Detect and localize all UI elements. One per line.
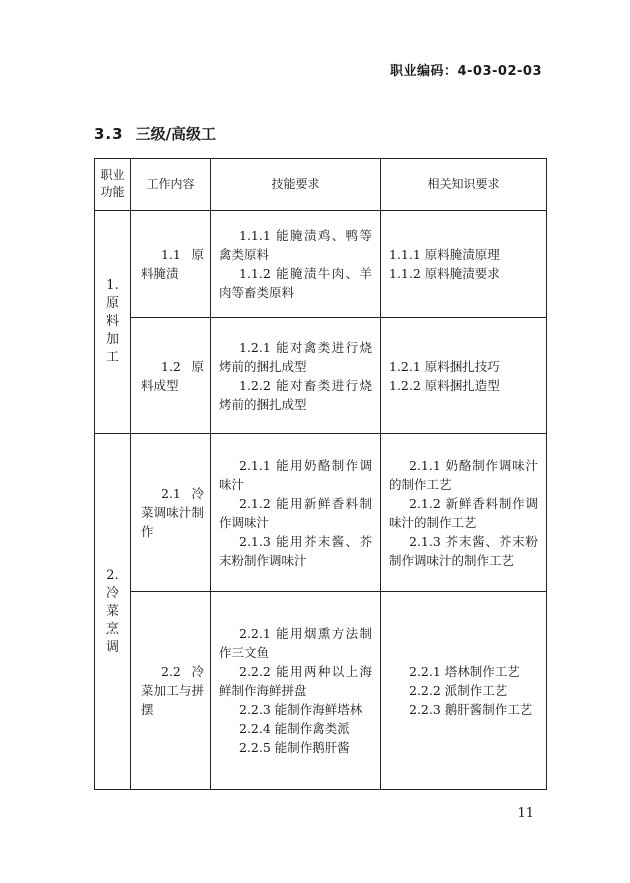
skill-cell	[211, 318, 381, 434]
knowledge-item: 1.1.2 原料腌渍要求	[389, 266, 500, 281]
skill-item: 1.2.2 能对畜类进行烧烤前的捆扎成型	[219, 377, 372, 412]
work-cell: 2.2 冷菜加工与拼摆	[131, 592, 211, 790]
skill-cell	[211, 434, 381, 592]
knowledge-item: 1.2.1 原料捆扎技巧	[389, 358, 500, 374]
knowledge-item: 2.1.1 奶酪制作调味汁的制作工艺	[389, 457, 538, 492]
header-work: 工作内容	[131, 159, 211, 211]
skill-item: 2.1.2 能用新鲜香料制作调味汁	[219, 495, 372, 530]
skill-cell	[211, 211, 381, 318]
knowledge-cell	[381, 434, 547, 592]
section-title: 三级/高级工	[135, 125, 217, 143]
skill-item: 2.2.3 能制作海鲜塔林	[239, 702, 363, 717]
knowledge-item: 1.2.2 原料捆扎造型	[389, 377, 500, 393]
knowledge-item: 2.2.1 塔林制作工艺	[409, 664, 520, 679]
function-cell: 1.原料加工	[95, 211, 131, 434]
skill-item: 1.2.1 能对禽类进行烧烤前的捆扎成型	[219, 339, 372, 374]
knowledge-cell	[381, 211, 547, 318]
table-row	[95, 211, 547, 318]
work-cell: 1.1 原料腌渍	[131, 211, 211, 318]
skill-item: 2.2.1 能用烟熏方法制作三文鱼	[219, 626, 372, 660]
skill-item: 2.1.3 能用芥末酱、芥末粉制作调味汁	[219, 533, 372, 568]
header-function: 职业功能	[95, 159, 131, 211]
table-row	[95, 434, 547, 592]
table-header-row	[95, 159, 547, 211]
work-cell: 2.1 冷菜调味汁制作	[131, 434, 211, 592]
skill-item: 2.1.1 能用奶酪制作调味汁	[219, 457, 372, 492]
section-heading	[94, 123, 216, 144]
skill-item: 2.2.4 能制作禽类派	[239, 721, 350, 736]
knowledge-cell	[381, 318, 547, 434]
table-row	[95, 318, 547, 434]
header-skill: 技能要求	[211, 159, 381, 211]
skills-table	[94, 158, 547, 790]
skill-item: 1.1.1 能腌渍鸡、鸭等禽类原料	[219, 228, 372, 262]
function-cell: 2.冷菜烹调	[95, 434, 131, 790]
header-knowledge: 相关知识要求	[381, 159, 547, 211]
knowledge-item: 2.1.2 新鲜香料制作调味汁的制作工艺	[389, 495, 538, 530]
occupation-code: 职业编码：4-03-02-03	[389, 64, 542, 79]
page-number: 11	[517, 806, 534, 821]
section-number: 3.3	[94, 125, 124, 143]
skill-cell	[211, 592, 381, 790]
knowledge-cell	[381, 592, 547, 790]
skill-item: 1.1.2 能腌渍牛肉、羊肉等畜类原料	[219, 266, 372, 300]
skill-item: 2.2.2 能用两种以上海鲜制作海鲜拼盘	[219, 664, 372, 698]
knowledge-item: 2.2.3 鹅肝酱制作工艺	[409, 702, 533, 717]
knowledge-item: 1.1.1 原料腌渍原理	[389, 247, 500, 262]
work-cell: 1.2 原料成型	[131, 318, 211, 434]
knowledge-item: 2.2.2 派制作工艺	[409, 683, 508, 698]
knowledge-item: 2.1.3 芥末酱、芥末粉制作调味汁的制作工艺	[389, 533, 538, 568]
skill-item: 2.2.5 能制作鹅肝酱	[239, 740, 350, 755]
table-row	[95, 592, 547, 790]
